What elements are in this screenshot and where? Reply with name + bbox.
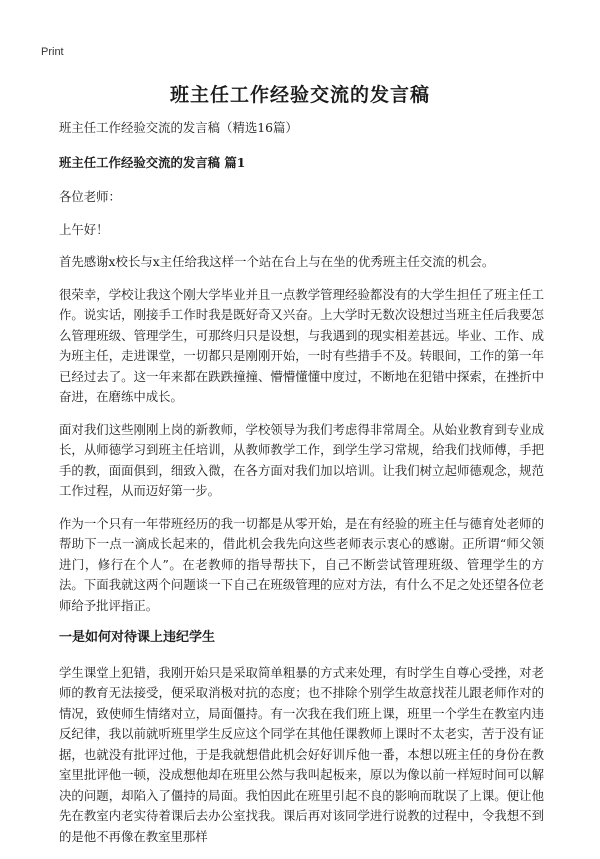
print-link[interactable]: Print (41, 46, 64, 58)
document-body (59, 118, 544, 859)
paragraph: 作为一个只有一年带班经历的我一切都是从零开始，是在有经验的班主任与德育处老师的帮助下一点一滴成长起来的，借此机会我先向这些老师表示衷心的感谢。正所谓“师父领进门，修行在个人”。在老教师的指导帮扶下，自己不断尝试管理班级、管理学生的方法。下面我就这两个问题谈一下自己在班级管理的应对方法，有什么不足之处还望各位老师给予批评指正。 (59, 515, 544, 613)
article-heading: 班主任工作经验交流的发言稿 篇1 (59, 154, 246, 170)
paragraph: 面对我们这些刚刚上岗的新教师，学校领导为我们考虑得非常周全。从始业教育到专业成长，从师德学习到班主任培训，从教师教学工作，到学生学习常规，给我们找师傅，手把手的教，面面俱到，细致入微，在各方面对我们加以培训。让我们树立起师德观念，规范工作过程，从而迈好第一步。 (59, 421, 544, 498)
page-title: 班主任工作经验交流的发言稿 (169, 84, 430, 106)
section-heading: 一是如何对待课上违纪学生 (59, 630, 216, 645)
salutation: 上午好！ (59, 221, 109, 237)
paragraph: 首先感谢x校长与x主任给我这样一个站在台上与在坐的优秀班主任交流的机会。 (59, 254, 495, 269)
document-subtitle: 班主任工作经验交流的发言稿（精选16篇） (59, 120, 298, 135)
paragraph: 学生课堂上犯错，我刚开始只是采取简单粗暴的方式来处理，有时学生自尊心受挫，对老师的教育无法接受，便采取消极对抗的态度；也不排除个别学生故意找茬儿跟老师作对的情况，致使师生情绪对立，局面僵持。有一次我在我们班上课，班里一个学生在教室内违反纪律，我以前就听班里学生反应这个同学在其他任课教师上课时不太老实，苦于没有证据，也就没有批评过他，于是我就想借此机会好好训斥他一番，本想以班主任的身份在教室里批评他一顿，没成想他却在班里公然与我叫起板来，原以为像以前一样短时间可以解决的问题，却陷入了僵持的局面。我怕因此在班里引起不良的影响而耽误了上课。便让他先在教室内老实待着课后去办公室找我。课后再对该同学进行说教的过程中，令我想不到的是他不再像在教室里那样 (59, 664, 544, 844)
greeting: 各位老师： (59, 189, 121, 204)
paragraph: 很荣幸，学校让我这个刚大学毕业并且一点教学管理经验都没有的大学生担任了班主任工作。说实话，刚接手工作时我是既好奇又兴奋。上大学时无数次设想过当班主任后我要怎么管理班级、管理学生，可那终归只是设想，与我遇到的现实相差甚远。毕业、工作、成为班主任，走进课堂，一切都只是刚刚开始，一时有些措手不及。转眼间，工作的第一年已经过去了。这一年来都在跌跌撞撞、懵懵懂懂中度过，不断地在犯错中探索，在挫折中奋进，在磨练中成长。 (59, 286, 544, 404)
